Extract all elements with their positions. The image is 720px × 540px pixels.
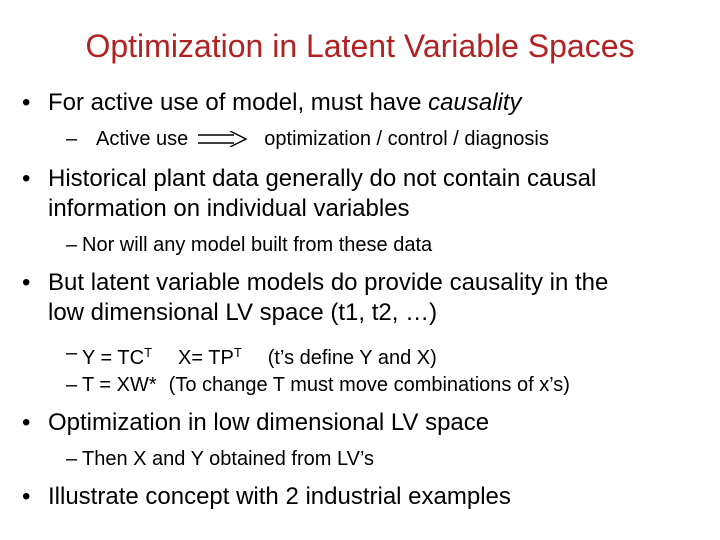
sub-equations: [82, 340, 437, 371]
equation-y: $Y = TC^T$: [82, 345, 153, 369]
bullet-historical-line2: information on individual variables: [48, 195, 410, 222]
double-right-arrow-icon: [198, 131, 248, 147]
sub-bullet-marker: –: [66, 234, 78, 256]
causality-emphasis: causality: [428, 89, 522, 116]
bullet-marker: •: [22, 483, 31, 510]
bullet-optimization-lv: Optimization in low dimensional LV space: [48, 409, 490, 436]
bullet-marker: •: [22, 269, 31, 296]
sub-bullet-marker: –: [66, 448, 78, 470]
bullet-historical-line1: Historical plant data generally do not contain causal: [48, 165, 597, 192]
sub-bullet-marker: –: [66, 128, 78, 150]
bullet-marker: •: [22, 89, 31, 116]
bullet-causality-text: For active use of model, must have: [48, 89, 429, 116]
bullet-causality: [48, 88, 522, 118]
equation-x: $X= TP^T$: [178, 345, 242, 369]
sub-active-use: [96, 126, 549, 152]
active-use-label: Active use: [96, 128, 189, 150]
sub-t-equation: [82, 372, 570, 398]
t-equation-note: (To change T must move combinations of x’s): [168, 374, 570, 396]
equation-note: (t’s define Y and X): [267, 347, 437, 369]
equation-t: T = XW*: [82, 374, 157, 396]
bullet-marker: •: [22, 409, 31, 436]
slide-title: Optimization in Latent Variable Spaces: [85, 28, 635, 64]
bullet-industrial-examples: Illustrate concept with 2 industrial examples: [48, 483, 511, 510]
bullet-latent-line1: But latent variable models do provide causality in the: [48, 269, 609, 296]
sub-x-y-from-lv: Then X and Y obtained from LV’s: [82, 448, 375, 470]
sub-bullet-marker: –: [66, 374, 78, 396]
bullet-latent-line2: low dimensional LV space (t1, t2, …): [48, 299, 438, 326]
bullet-marker: •: [22, 165, 31, 192]
sub-bullet-marker: –: [66, 342, 78, 364]
optimization-control-diagnosis: optimization / control / diagnosis: [264, 128, 549, 150]
sub-no-model: Nor will any model built from these data: [82, 234, 433, 256]
